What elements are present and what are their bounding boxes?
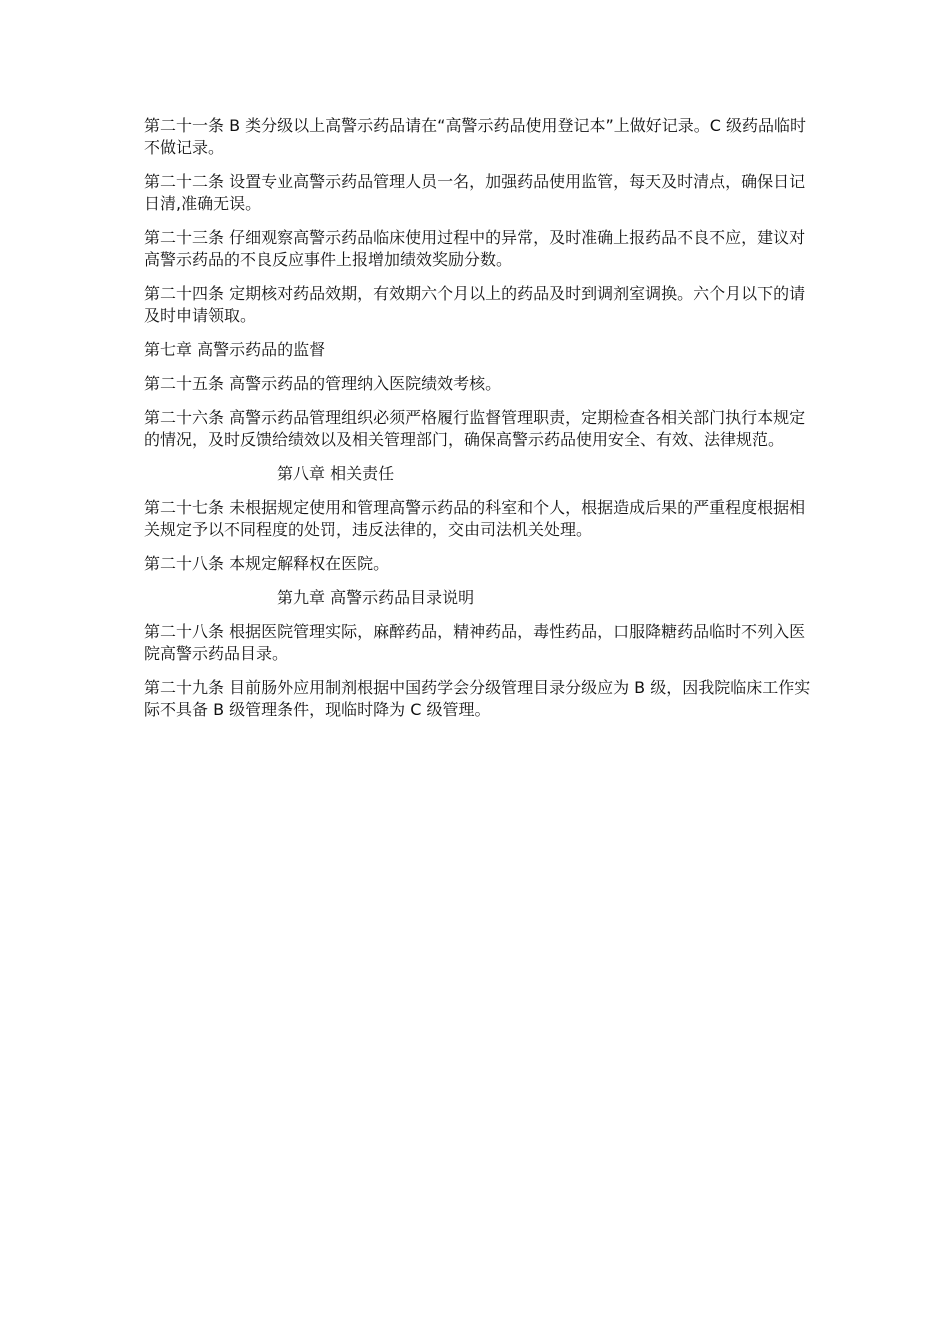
article-21: 第二十一条 B 类分级以上高警示药品请在“高警示药品使用登记本”上做好记录。C 级药品临时不做记录。: [144, 116, 806, 157]
document-body: [144, 115, 812, 733]
article-28: 第二十八条 本规定解释权在医院。: [144, 554, 390, 573]
article-29: 第二十九条 目前肠外应用制剂根据中国药学会分级管理目录分级应为 B 级，因我院临床工作实际不具备 B 级管理条件，现临时降为 C 级管理。: [144, 678, 811, 719]
article-23: 第二十三条 仔细观察高警示药品临床使用过程中的异常，及时准确上报药品不良不应，建议对高警示药品的不良反应事件上报增加绩效奖励分数。: [144, 228, 806, 269]
chapter-7-heading: 第七章 高警示药品的监督: [144, 340, 326, 359]
article-28-catalog: 第二十八条 根据医院管理实际，麻醉药品，精神药品，毒性药品，口服降糖药品临时不列入医院高警示药品目录。: [144, 622, 806, 663]
article-22: 第二十二条 设置专业高警示药品管理人员一名，加强药品使用监管，每天及时清点，确保日记日清,准确无误。: [144, 172, 806, 213]
article-24: 第二十四条 定期核对药品效期，有效期六个月以上的药品及时到调剂室调换。六个月以下的请及时申请领取。: [144, 284, 806, 325]
chapter-9-heading: 第九章 高警示药品目录说明: [277, 588, 475, 607]
article-27: 第二十七条 未根据规定使用和管理高警示药品的科室和个人，根据造成后果的严重程度根据相关规定予以不同程度的处罚，违反法律的，交由司法机关处理。: [144, 498, 806, 539]
chapter-8-heading: 第八章 相关责任: [277, 464, 395, 483]
article-25: 第二十五条 高警示药品的管理纳入医院绩效考核。: [144, 374, 502, 393]
article-26: 第二十六条 高警示药品管理组织必须严格履行监督管理职责，定期检查各相关部门执行本规定的情况，及时反馈给绩效以及相关管理部门，确保高警示药品使用安全、有效、法律规范。: [144, 408, 806, 449]
